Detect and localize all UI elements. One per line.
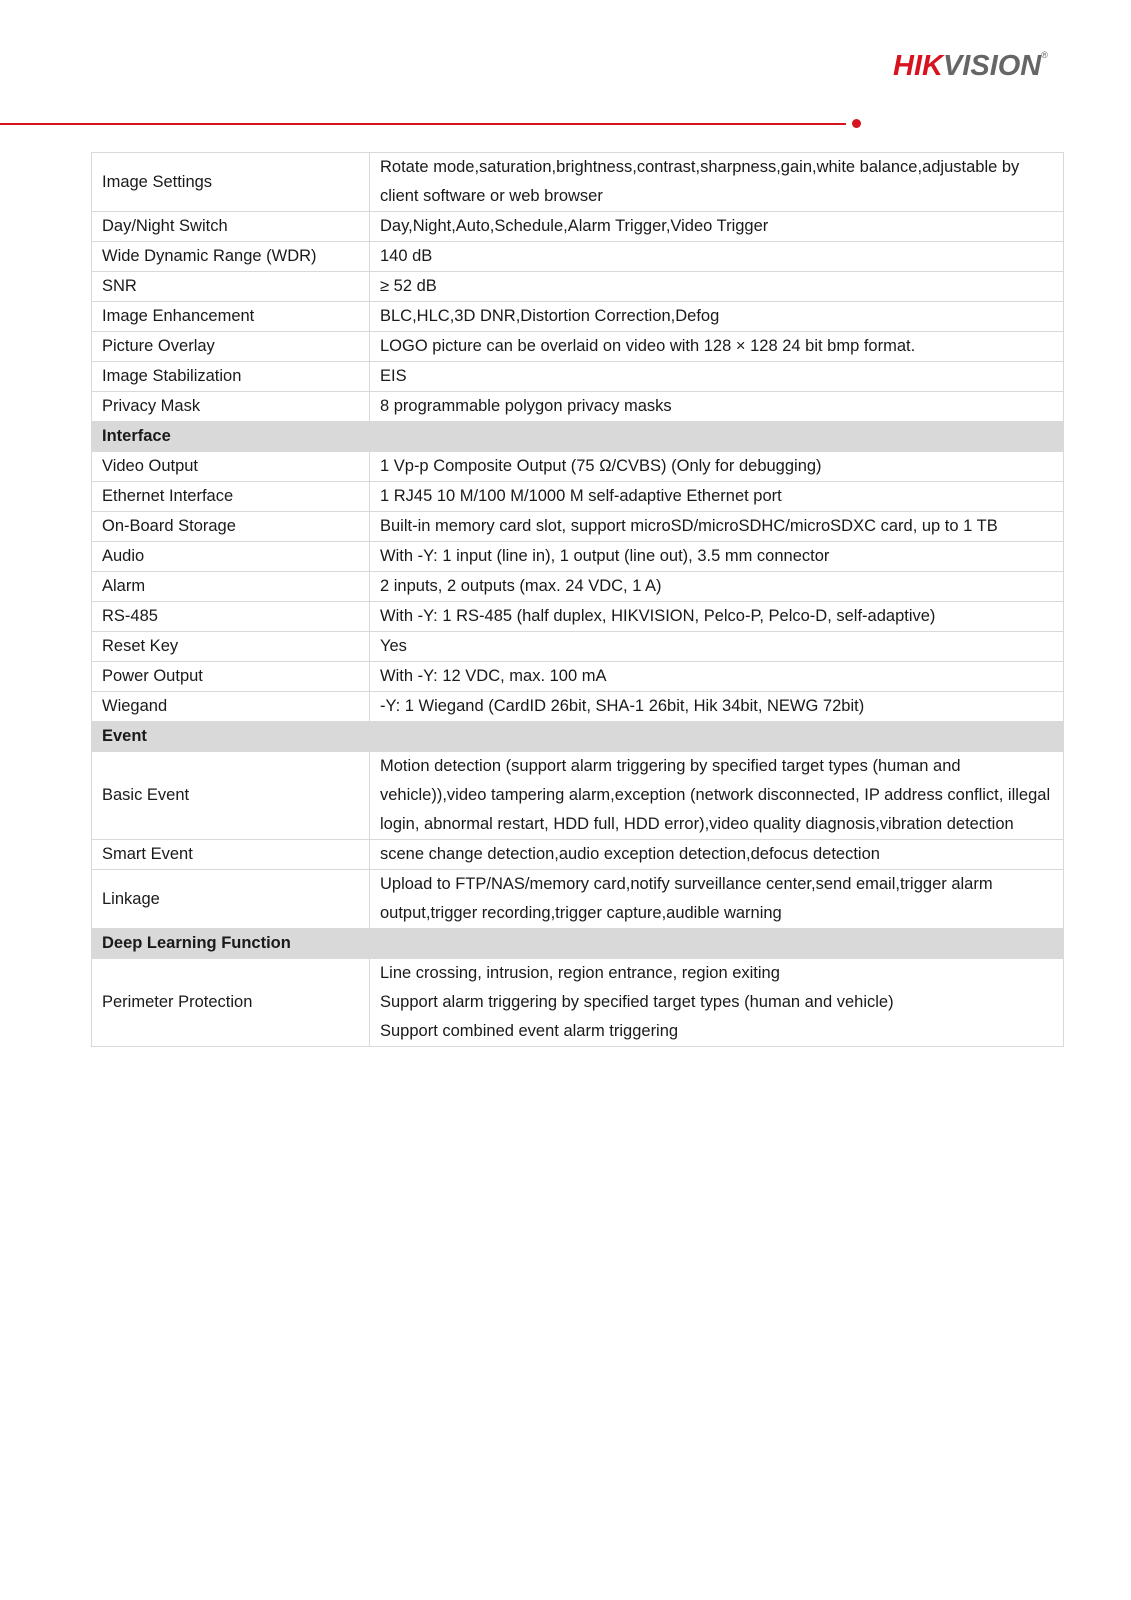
spec-row: [92, 332, 1064, 362]
spec-row: [92, 752, 1064, 840]
spec-value: [370, 602, 1064, 632]
spec-value-line: Yes: [380, 637, 407, 655]
logo-hik: HIK: [893, 50, 943, 82]
spec-value-line: Built-in memory card slot, support microSD/microSDHC/microSDXC card, up to 1 TB: [380, 517, 998, 535]
spec-value-line: Day,Night,Auto,Schedule,Alarm Trigger,Video Trigger: [380, 217, 769, 235]
spec-value: [370, 542, 1064, 572]
section-header-row: [92, 929, 1064, 959]
spec-label: SNR: [92, 272, 370, 302]
section-title: Deep Learning Function: [92, 929, 1064, 959]
spec-row: [92, 692, 1064, 722]
spec-row: [92, 840, 1064, 870]
spec-value-line: -Y: 1 Wiegand (CardID 26bit, SHA-1 26bit, Hik 34bit, NEWG 72bit): [380, 697, 865, 715]
spec-value: [370, 662, 1064, 692]
spec-value: [370, 302, 1064, 332]
logo-vision: VISION: [942, 50, 1042, 82]
section-title: Event: [92, 722, 1064, 752]
section-title: Interface: [92, 422, 1064, 452]
spec-label: Reset Key: [92, 632, 370, 662]
spec-label: Day/Night Switch: [92, 212, 370, 242]
spec-label: Image Settings: [92, 153, 370, 212]
spec-label: Wiegand: [92, 692, 370, 722]
spec-value: [370, 212, 1064, 242]
spec-label: RS-485: [92, 602, 370, 632]
spec-row: [92, 452, 1064, 482]
spec-value-line: With -Y: 12 VDC, max. 100 mA: [380, 667, 607, 685]
spec-label: Picture Overlay: [92, 332, 370, 362]
spec-row: [92, 572, 1064, 602]
spec-value: [370, 153, 1064, 212]
spec-label: Wide Dynamic Range (WDR): [92, 242, 370, 272]
spec-label: Perimeter Protection: [92, 959, 370, 1047]
spec-value-line: 1 Vp-p Composite Output (75 Ω/CVBS) (Only for debugging): [380, 457, 822, 475]
spec-row: [92, 512, 1064, 542]
spec-row: [92, 870, 1064, 929]
spec-value-line: 140 dB: [380, 247, 433, 265]
spec-value-line: EIS: [380, 367, 407, 385]
spec-row: [92, 362, 1064, 392]
spec-value: [370, 512, 1064, 542]
spec-value: [370, 392, 1064, 422]
spec-value: [370, 870, 1064, 929]
spec-value-line: 8 programmable polygon privacy masks: [380, 397, 672, 415]
spec-value-line: Line crossing, intrusion, region entrance, region exiting: [380, 964, 780, 982]
spec-value: [370, 482, 1064, 512]
spec-row: [92, 959, 1064, 1047]
spec-value-line: 1 RJ45 10 M/100 M/1000 M self-adaptive Ethernet port: [380, 487, 782, 505]
section-header-row: [92, 722, 1064, 752]
spec-label: Video Output: [92, 452, 370, 482]
spec-row: [92, 302, 1064, 332]
header-divider-dot: [852, 119, 861, 128]
spec-row: [92, 153, 1064, 212]
spec-value-line: Support alarm triggering by specified target types (human and vehicle): [380, 993, 894, 1011]
spec-row: [92, 272, 1064, 302]
spec-value-line: LOGO picture can be overlaid on video with 128 × 128 24 bit bmp format.: [380, 337, 916, 355]
spec-label: Image Stabilization: [92, 362, 370, 392]
spec-row: [92, 482, 1064, 512]
spec-value-line: ≥ 52 dB: [380, 277, 437, 295]
spec-label: Smart Event: [92, 840, 370, 870]
spec-value-line: With -Y: 1 RS-485 (half duplex, HIKVISION, Pelco-P, Pelco-D, self-adaptive): [380, 607, 936, 625]
spec-row: [92, 212, 1064, 242]
spec-label: Privacy Mask: [92, 392, 370, 422]
spec-label: Image Enhancement: [92, 302, 370, 332]
spec-value: [370, 272, 1064, 302]
spec-value: [370, 332, 1064, 362]
spec-row: [92, 242, 1064, 272]
spec-value-line: scene change detection,audio exception detection,defocus detection: [380, 845, 880, 863]
spec-value-line: 2 inputs, 2 outputs (max. 24 VDC, 1 A): [380, 577, 662, 595]
spec-label: Linkage: [92, 870, 370, 929]
spec-value: [370, 362, 1064, 392]
spec-value-line: Upload to FTP/NAS/memory card,notify surveillance center,send email,trigger alarm output,trigger recording,trigger capture,audible warning: [380, 875, 993, 922]
spec-row: [92, 662, 1064, 692]
spec-table-body: [92, 153, 1064, 1047]
spec-value: [370, 242, 1064, 272]
spec-table: [91, 152, 1064, 1047]
logo-registered-mark: ®: [1041, 50, 1048, 60]
spec-value: [370, 692, 1064, 722]
spec-label: Audio: [92, 542, 370, 572]
spec-row: [92, 632, 1064, 662]
spec-value-line: Rotate mode,saturation,brightness,contrast,sharpness,gain,white balance,adjustable by client software or web browser: [380, 158, 1020, 205]
spec-row: [92, 602, 1064, 632]
spec-value: [370, 840, 1064, 870]
section-header-row: [92, 422, 1064, 452]
spec-value: [370, 572, 1064, 602]
spec-value: [370, 752, 1064, 840]
spec-label: Basic Event: [92, 752, 370, 840]
spec-value-line: With -Y: 1 input (line in), 1 output (line out), 3.5 mm connector: [380, 547, 830, 565]
spec-row: [92, 392, 1064, 422]
header-divider-line: [0, 123, 846, 125]
spec-label: On-Board Storage: [92, 512, 370, 542]
spec-value: [370, 632, 1064, 662]
spec-label: Alarm: [92, 572, 370, 602]
hikvision-logo: [893, 50, 1048, 83]
spec-value-line: Support combined event alarm triggering: [380, 1022, 679, 1040]
spec-row: [92, 542, 1064, 572]
spec-value-line: Motion detection (support alarm triggering by specified target types (human and vehicle)),video tampering alarm,exception (network disconnected, IP address conflict, illegal login, abnormal restart, HDD full, HDD error),video quality diagnosis,vibration detection: [380, 757, 1051, 833]
spec-value: [370, 959, 1064, 1047]
spec-value-line: BLC,HLC,3D DNR,Distortion Correction,Defog: [380, 307, 720, 325]
spec-label: Ethernet Interface: [92, 482, 370, 512]
spec-label: Power Output: [92, 662, 370, 692]
spec-value: [370, 452, 1064, 482]
